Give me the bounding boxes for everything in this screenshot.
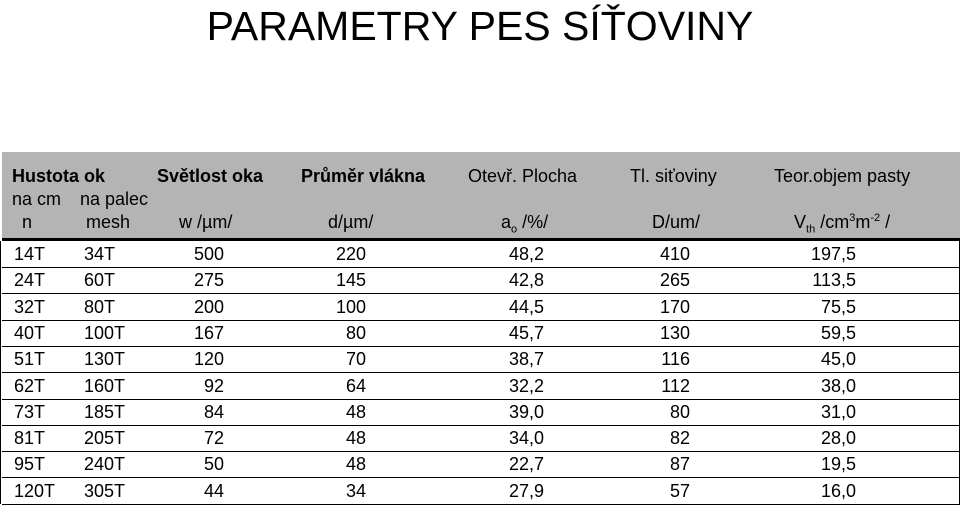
cell-a: 45,7	[508, 322, 544, 343]
cell-d: 100	[335, 296, 366, 317]
table-row	[2, 478, 960, 505]
cell-w: 50	[203, 454, 224, 475]
cell-a: 48,2	[508, 244, 544, 264]
cell-d: 64	[345, 375, 366, 396]
table-row	[2, 373, 960, 400]
cell-n: 40T	[14, 322, 46, 343]
cell-a: 44,5	[508, 296, 544, 317]
cell-a: 42,8	[508, 270, 544, 291]
cell-mesh: 80T	[84, 296, 116, 317]
header-D: D/um/	[652, 212, 701, 232]
cell-d: 220	[335, 244, 366, 264]
cell-D: 80	[669, 401, 690, 422]
cell-D: 130	[659, 322, 690, 343]
table-row	[2, 241, 960, 268]
cell-mesh: 34T	[84, 244, 116, 264]
cell-mesh: 305T	[84, 480, 126, 501]
page-title: PARAMETRY PES SÍŤOVINY	[206, 3, 754, 49]
cell-d: 80	[345, 322, 366, 343]
header-mesh: mesh	[86, 212, 131, 232]
header-na-palec: na palec	[80, 189, 149, 209]
cell-d: 145	[335, 270, 366, 291]
cell-w: 120	[193, 349, 224, 370]
cell-D: 265	[659, 270, 690, 291]
header-prumer: Průměr vlákna	[301, 166, 426, 186]
cell-mesh: 205T	[84, 428, 126, 449]
cell-V: 19,5	[820, 454, 856, 475]
cell-w: 500	[193, 244, 224, 264]
cell-w: 84	[203, 401, 224, 422]
cell-w: 167	[193, 322, 224, 343]
header-w: w /µm/	[179, 212, 233, 232]
cell-n: 95T	[14, 454, 46, 475]
cell-n: 120T	[14, 480, 56, 501]
header-otevr: Otevř. Plocha	[468, 166, 578, 186]
cell-n: 14T	[14, 244, 46, 264]
cell-mesh: 185T	[84, 401, 126, 422]
cell-w: 72	[203, 428, 224, 449]
header-V: $V_{th}$ $/cm^3m^{-2}$ /	[794, 212, 891, 236]
cell-n: 81T	[14, 428, 46, 449]
cell-w: 92	[203, 375, 224, 396]
cell-d: 48	[345, 454, 366, 475]
cell-V: 31,0	[820, 401, 856, 422]
cell-w: 200	[193, 296, 224, 317]
cell-mesh: 100T	[84, 322, 126, 343]
cell-V: 197,5	[810, 244, 856, 264]
cell-a: 27,9	[508, 480, 544, 501]
cell-w: 44	[203, 480, 224, 501]
cell-n: 62T	[14, 375, 46, 396]
cell-n: 51T	[14, 349, 46, 370]
table-row	[2, 451, 960, 478]
cell-a: 32,2	[508, 375, 544, 396]
header-svetlost: Světlost oka	[157, 166, 264, 186]
cell-w: 275	[193, 270, 224, 291]
cell-V: 38,0	[820, 375, 856, 396]
header-d: d/µm/	[328, 212, 374, 232]
table-row	[2, 399, 960, 426]
table-row	[2, 267, 960, 294]
table-header	[2, 152, 960, 240]
cell-V: 75,5	[820, 296, 856, 317]
header-hustota: Hustota ok	[12, 166, 106, 186]
cell-mesh: 130T	[84, 349, 126, 370]
cell-D: 57	[669, 480, 690, 501]
cell-mesh: 160T	[84, 375, 126, 396]
cell-V: 28,0	[820, 428, 856, 449]
header-teor: Teor.objem pasty	[774, 166, 911, 186]
cell-d: 48	[345, 401, 366, 422]
cell-D: 116	[661, 349, 690, 370]
cell-V: 45,0	[820, 349, 856, 370]
table-left-border	[0, 241, 1, 504]
cell-a: 34,0	[508, 428, 544, 449]
cell-n: 24T	[14, 270, 46, 291]
cell-n: 73T	[14, 401, 46, 422]
cell-a: 39,0	[508, 401, 544, 422]
table-row	[2, 294, 960, 321]
cell-d: 48	[345, 428, 366, 449]
cell-d: 70	[345, 349, 366, 370]
header-na-cm: na cm	[12, 189, 62, 209]
cell-a: 38,7	[508, 349, 544, 370]
cell-mesh: 240T	[84, 454, 126, 475]
cell-d: 34	[345, 480, 366, 501]
cell-D: 170	[659, 296, 690, 317]
cell-V: 113,5	[812, 270, 856, 291]
cell-D: 82	[669, 428, 690, 449]
table-row	[2, 425, 960, 452]
cell-mesh: 60T	[84, 270, 116, 291]
cell-D: 112	[661, 375, 690, 396]
header-tl: Tl. siťoviny	[630, 166, 717, 186]
cell-n: 32T	[14, 296, 46, 317]
cell-V: 59,5	[820, 322, 856, 343]
cell-D: 87	[669, 454, 690, 475]
table-row	[2, 320, 960, 347]
header-a: $a_o$ /%/	[501, 212, 549, 236]
table-row	[2, 346, 960, 373]
header-n: n	[22, 212, 33, 232]
cell-a: 22,7	[508, 454, 544, 475]
cell-V: 16,0	[820, 480, 856, 501]
cell-D: 410	[659, 244, 690, 264]
